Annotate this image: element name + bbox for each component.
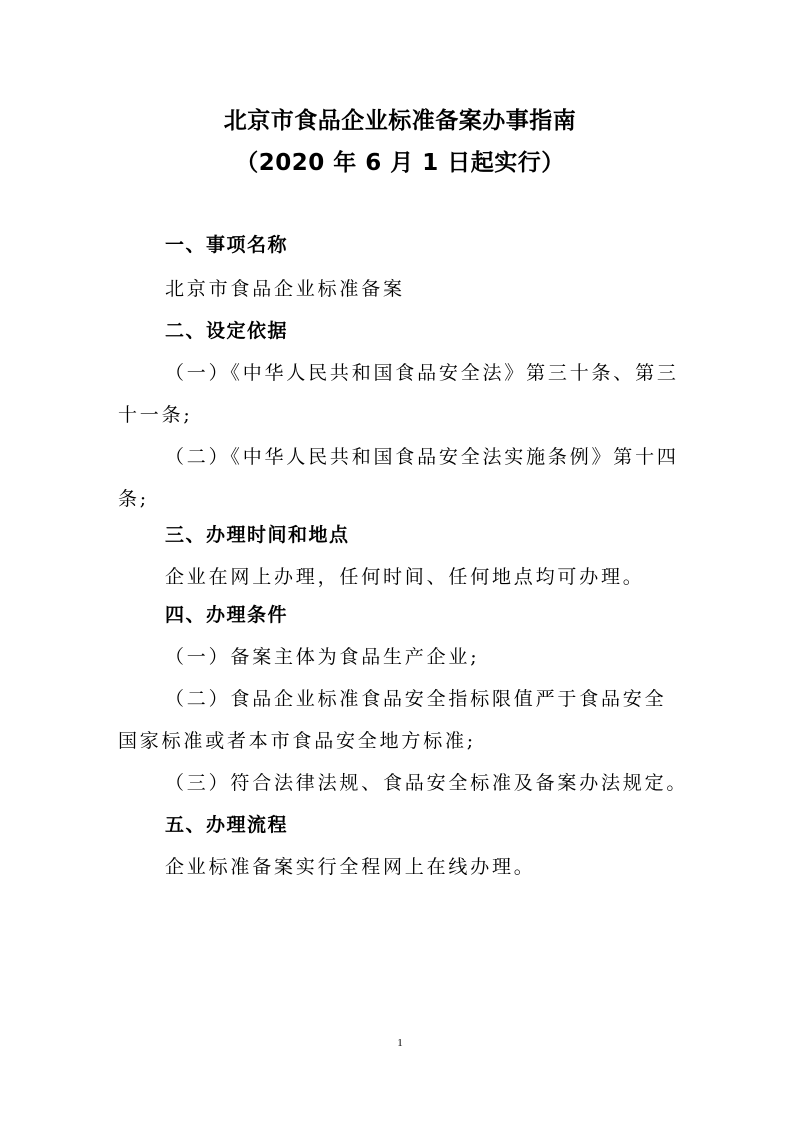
section-heading-1: 一、事项名称 (165, 234, 289, 256)
section-4-paragraph-2-line-2: 国家标准或者本市食品安全地方标准; (118, 730, 477, 752)
section-2-paragraph-1-line-1: （一）《中华人民共和国食品安全法》第三十条、第三 (165, 362, 679, 384)
section-4-paragraph-2-line-1: （二）食品企业标准食品安全指标限值严于食品安全 (165, 688, 667, 710)
section-1-paragraph: 北京市食品企业标准备案 (165, 278, 405, 300)
section-5-paragraph: 企业标准备案实行全程网上在线办理。 (165, 856, 536, 878)
page-number: 1 (397, 1037, 403, 1049)
section-2-paragraph-2-line-1: （二）《中华人民共和国食品安全法实施条例》第十四 (165, 446, 679, 468)
document-subtitle: （2020 年 6 月 1 日起实行） (235, 150, 565, 176)
section-2-paragraph-1-line-2: 十一条; (118, 404, 193, 426)
section-heading-3: 三、办理时间和地点 (165, 524, 350, 546)
section-2-paragraph-2-line-2: 条; (118, 488, 150, 510)
section-heading-4: 四、办理条件 (165, 604, 289, 626)
document-title: 北京市食品企业标准备案办事指南 (223, 108, 577, 134)
section-4-paragraph-3: （三）符合法律法规、食品安全标准及备案办法规定。 (165, 772, 689, 794)
section-heading-5: 五、办理流程 (165, 814, 289, 836)
section-3-paragraph: 企业在网上办理，任何时间、任何地点均可办理。 (165, 566, 645, 588)
section-heading-2: 二、设定依据 (165, 320, 289, 342)
section-4-paragraph-1: （一）备案主体为食品生产企业; (165, 646, 480, 668)
